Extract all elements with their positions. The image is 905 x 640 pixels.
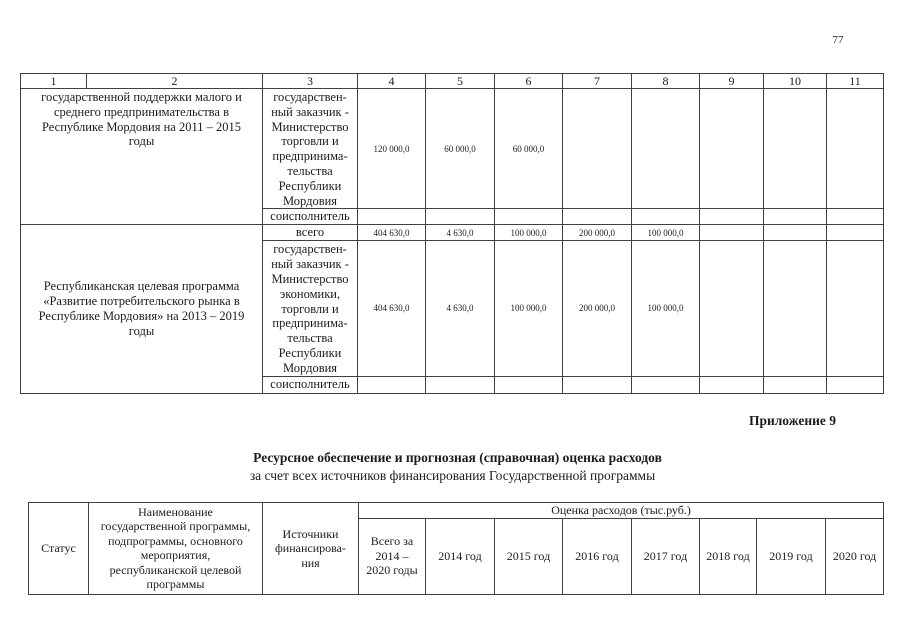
- value-cell: [632, 376, 700, 393]
- value-cell: [700, 241, 764, 376]
- column-number-cell: 11: [827, 74, 884, 89]
- table-row: [21, 89, 884, 209]
- period-header-year: 2015 год: [495, 518, 563, 594]
- column-number-cell: 7: [563, 74, 632, 89]
- value-cell: [426, 376, 495, 393]
- value-cell: [358, 376, 426, 393]
- value-cell: [764, 89, 827, 209]
- section-title: Ресурсное обеспечение и прогнозная (справочная) оценка расходов: [253, 450, 662, 465]
- page-number: 77: [832, 34, 844, 46]
- value-cell: 100 000,0: [632, 241, 700, 376]
- value-cell: [632, 209, 700, 225]
- column-number-cell: 5: [426, 74, 495, 89]
- funding-source-cell: государствен- ный заказчик - Министерство торговли и предпринима- тельства Республики Мордовия: [263, 89, 358, 209]
- expenses-table: [20, 73, 884, 394]
- value-cell: 100 000,0: [495, 241, 563, 376]
- value-cell: 100 000,0: [495, 225, 563, 241]
- value-cell: [827, 89, 884, 209]
- value-cell: 200 000,0: [563, 225, 632, 241]
- appendix-label: Приложение 9: [748, 413, 836, 428]
- column-number-cell: 10: [764, 74, 827, 89]
- resource-table: [28, 502, 884, 595]
- value-cell: [764, 241, 827, 376]
- period-header-year: 2020 год: [826, 518, 884, 594]
- funding-source-cell: государствен- ный заказчик - Министерство экономики, торговли и предпринима- тельства Республики Мордовия: [263, 241, 358, 376]
- value-cell: 100 000,0: [632, 225, 700, 241]
- column-number-cell: 2: [87, 74, 263, 89]
- value-cell: [827, 376, 884, 393]
- period-header-total: Всего за 2014 – 2020 годы: [359, 518, 426, 594]
- cost-estimate-header: Оценка расходов (тыс.руб.): [359, 503, 884, 519]
- column-number-cell: 1: [21, 74, 87, 89]
- funding-source-cell: соисполнитель: [263, 376, 358, 393]
- value-cell: [827, 225, 884, 241]
- table-header-row: [29, 503, 884, 519]
- value-cell: [827, 209, 884, 225]
- period-header-year: 2018 год: [700, 518, 757, 594]
- program-name-header: Наименование государственной программы, подпрограммы, основного мероприятия, республиканской целевой программы: [89, 503, 263, 595]
- period-header-year: 2017 год: [632, 518, 700, 594]
- funding-sources-header: Источники финансирова- ния: [263, 503, 359, 595]
- value-cell: [700, 209, 764, 225]
- column-number-cell: 8: [632, 74, 700, 89]
- value-cell: [563, 89, 632, 209]
- value-cell: [495, 376, 563, 393]
- value-cell: [700, 89, 764, 209]
- value-cell: 4 630,0: [426, 225, 495, 241]
- value-cell: [426, 209, 495, 225]
- program-name-cell: Республиканская целевая программа «Развитие потребительского рынка в Республике Мордовия» на 2013 – 2019 годы: [21, 225, 263, 393]
- value-cell: [700, 225, 764, 241]
- program-name-cell: государственной поддержки малого и среднего предпринимательства в Республике Мордовия на 2011 – 2015 годы: [21, 89, 263, 225]
- column-number-cell: 9: [700, 74, 764, 89]
- value-cell: 4 630,0: [426, 241, 495, 376]
- value-cell: [764, 225, 827, 241]
- table-row: [21, 225, 884, 241]
- value-cell: 200 000,0: [563, 241, 632, 376]
- period-header-year: 2014 год: [426, 518, 495, 594]
- period-header-year: 2016 год: [563, 518, 632, 594]
- value-cell: [764, 376, 827, 393]
- value-cell: [358, 209, 426, 225]
- value-cell: [563, 376, 632, 393]
- value-cell: 404 630,0: [358, 225, 426, 241]
- column-number-cell: 6: [495, 74, 563, 89]
- value-cell: [563, 209, 632, 225]
- column-number-row: [21, 74, 884, 89]
- funding-source-cell: всего: [263, 225, 358, 241]
- section-subtitle: за счет всех источников финансирования Государственной программы: [249, 468, 656, 483]
- value-cell: [764, 209, 827, 225]
- value-cell: 60 000,0: [495, 89, 563, 209]
- value-cell: [700, 376, 764, 393]
- value-cell: [827, 241, 884, 376]
- funding-source-cell: соисполнитель: [263, 209, 358, 225]
- column-number-cell: 4: [358, 74, 426, 89]
- status-header: Статус: [29, 503, 89, 595]
- value-cell: [495, 209, 563, 225]
- period-header-year: 2019 год: [757, 518, 826, 594]
- column-number-cell: 3: [263, 74, 358, 89]
- value-cell: [632, 89, 700, 209]
- value-cell: 60 000,0: [426, 89, 495, 209]
- value-cell: 120 000,0: [358, 89, 426, 209]
- value-cell: 404 630,0: [358, 241, 426, 376]
